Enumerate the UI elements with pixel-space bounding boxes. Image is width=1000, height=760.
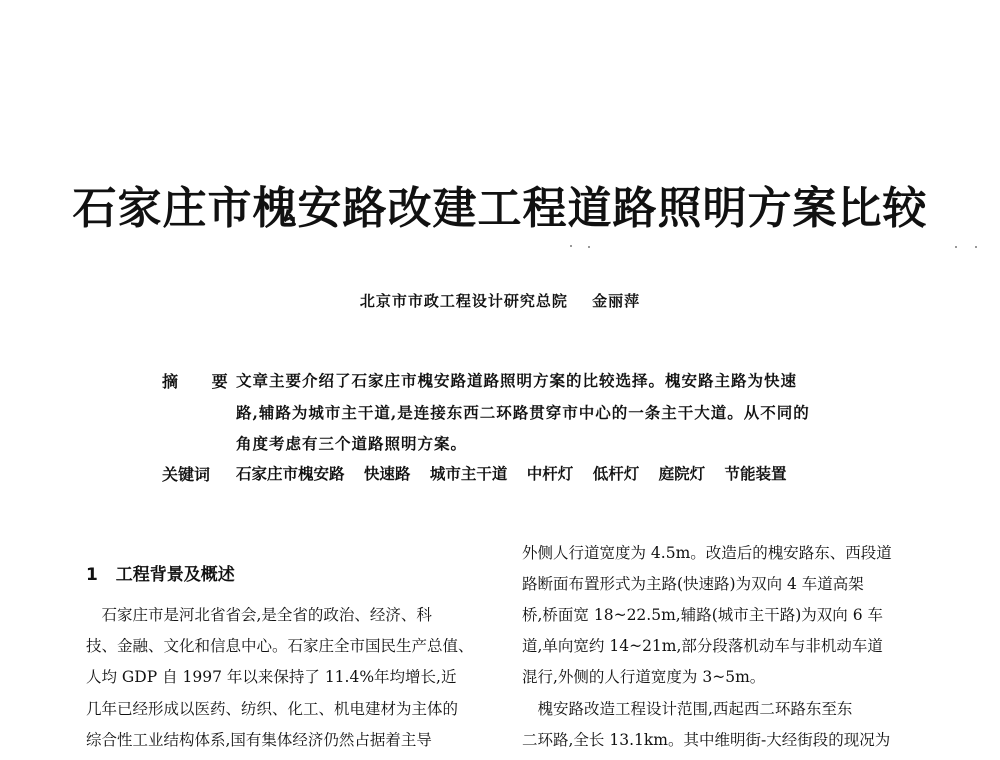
- body-text-line: 外侧人行道宽度为 4.5m。改造后的槐安路东、西段道: [522, 544, 892, 562]
- paper-title: 石家庄市槐安路改建工程道路照明方案比较: [72, 183, 928, 234]
- keywords-list: [236, 462, 801, 484]
- keyword: 庭院灯: [658, 464, 706, 483]
- body-text-line: 混行,外侧的人行道宽度为 3~5m。: [522, 668, 766, 686]
- author-name: 金丽萍: [592, 292, 641, 310]
- scan-speck: [975, 246, 977, 248]
- abstract-line: 角度考虑有三个道路照明方案。: [236, 434, 468, 453]
- body-text-line: 综合性工业结构体系,国有集体经济仍然占据着主导: [86, 731, 432, 749]
- body-text-line: 二环路,全长 13.1km。其中维明街-大经街段的现况为: [522, 731, 891, 749]
- keyword: 节能装置: [724, 464, 787, 483]
- keyword: 快速路: [363, 464, 411, 483]
- section-heading: [86, 560, 235, 585]
- scan-speck: [588, 246, 590, 248]
- body-text-line: 人均 GDP 自 1997 年以来保持了 11.4%年均增长,近: [86, 668, 457, 686]
- body-text-line: 桥,桥面宽 18~22.5m,辅路(城市主干路)为双向 6 车: [522, 606, 884, 624]
- affiliation: [0, 290, 1000, 311]
- keyword: 石家庄市槐安路: [236, 464, 345, 483]
- body-text-line: 路断面布置形式为主路(快速路)为双向 4 车道高架: [522, 575, 864, 593]
- abstract-label: 摘 要: [162, 372, 242, 391]
- abstract-line: 文章主要介绍了石家庄市槐安路道路照明方案的比较选择。槐安路主路为快速: [236, 371, 798, 390]
- keyword: 中杆灯: [526, 464, 574, 483]
- keyword: 低杆灯: [592, 464, 640, 483]
- scan-speck: [570, 245, 572, 247]
- abstract-line: 路,辅路为城市主干道,是连接东西二环路贯穿市中心的一条主干大道。从不同的: [236, 403, 810, 422]
- body-text-line: 几年已经形成以医药、纺织、化工、机电建材为主体的: [86, 700, 459, 718]
- body-text-line: 石家庄市是河北省省会,是全省的政治、经济、科: [86, 606, 432, 624]
- body-text-line: 槐安路改造工程设计范围,西起西二环路东至东: [522, 700, 853, 718]
- institute-name: 北京市市政工程设计研究总院: [359, 292, 568, 310]
- section-number: 1: [86, 565, 98, 585]
- section-title: 工程背景及概述: [115, 565, 235, 585]
- keywords-label: 关键词: [162, 465, 211, 484]
- body-text-line: 技、金融、文化和信息中心。石家庄全市国民生产总值、: [86, 637, 474, 655]
- keyword: 城市主干道: [429, 464, 508, 483]
- scan-speck: [955, 246, 957, 248]
- body-text-line: 道,单向宽约 14~21m,部分段落机动车与非机动车道: [522, 637, 883, 655]
